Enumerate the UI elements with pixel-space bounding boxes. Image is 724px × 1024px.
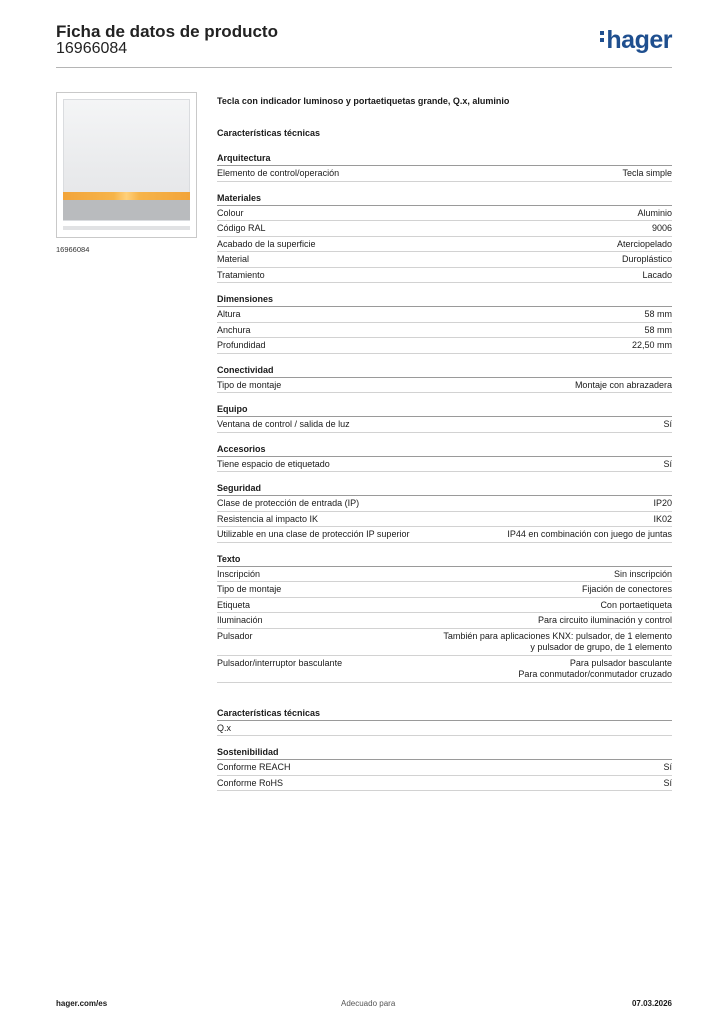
spec-group-title: Características técnicas xyxy=(217,708,672,721)
spec-value: Para circuito iluminación y control xyxy=(537,615,672,625)
spec-groups-secondary xyxy=(217,708,672,792)
spec-group xyxy=(217,747,672,791)
hager-logo xyxy=(600,26,672,55)
spec-value: Con portaetiqueta xyxy=(600,599,672,610)
spec-group-title: Texto xyxy=(217,554,672,567)
spec-row xyxy=(217,323,672,339)
switch-base xyxy=(63,226,190,230)
spec-value: 58 mm xyxy=(644,324,672,335)
spec-value: También para aplicaciones KNX: pulsador, de 1 elemento y pulsador de grupo, de 1 elemento xyxy=(443,630,672,652)
spec-label: Tipo de montaje xyxy=(217,379,282,390)
spec-label: Pulsador xyxy=(217,630,253,641)
spec-group xyxy=(217,483,672,543)
image-caption: 16966084 xyxy=(56,245,90,254)
label-holder xyxy=(63,200,190,220)
footer-website: hager.com/es xyxy=(56,999,108,1008)
spacer xyxy=(217,694,672,708)
spec-value: 9006 xyxy=(651,223,672,233)
spec-row xyxy=(217,613,672,629)
spec-group-title: Dimensiones xyxy=(217,294,672,307)
indicator-light-strip xyxy=(63,192,190,200)
footer-date: 07.03.2026 xyxy=(631,999,672,1008)
spec-row xyxy=(217,338,672,354)
spec-label: Tiene espacio de etiquetado xyxy=(217,458,330,469)
spec-row xyxy=(217,656,672,683)
spec-group xyxy=(217,404,672,433)
spec-label: Conforme REACH xyxy=(217,762,291,772)
spec-row xyxy=(217,237,672,253)
spec-label: Ventana de control / salida de luz xyxy=(217,419,350,429)
spec-group-title: Equipo xyxy=(217,404,672,417)
spec-value: Tecla simple xyxy=(622,168,672,178)
spec-group-title: Sostenibilidad xyxy=(217,747,672,760)
spec-content xyxy=(217,96,672,802)
spec-value: 58 mm xyxy=(644,309,672,319)
spec-value: Para pulsador basculante Para conmutador/conmutador cruzado xyxy=(518,657,672,679)
spec-label: Inscripción xyxy=(217,568,261,579)
spec-value: Aluminio xyxy=(637,207,672,218)
spec-group xyxy=(217,554,672,683)
spec-row xyxy=(217,166,672,182)
spec-label: Código RAL xyxy=(217,223,266,233)
spec-label: Tipo de montaje xyxy=(217,584,282,594)
spec-value: Sin inscripción xyxy=(613,568,672,579)
spec-label: Iluminación xyxy=(217,615,263,625)
product-number: 16966084 xyxy=(56,40,128,57)
spec-value: Aterciopelado xyxy=(616,238,672,249)
spec-row xyxy=(217,582,672,598)
logo-text: hager xyxy=(606,26,672,54)
spec-row xyxy=(217,527,672,543)
spec-label: Utilizable en una clase de protección IP superior xyxy=(217,529,410,539)
spec-value: Sí xyxy=(663,458,672,469)
spec-row xyxy=(217,378,672,394)
spec-row xyxy=(217,457,672,473)
spec-label: Acabado de la superficie xyxy=(217,238,316,249)
spec-value: Duroplástico xyxy=(621,254,672,264)
spec-label: Etiqueta xyxy=(217,599,251,610)
spec-row xyxy=(217,307,672,323)
page-title: Ficha de datos de producto xyxy=(56,22,278,41)
spec-group xyxy=(217,708,672,737)
spec-label: Tratamiento xyxy=(217,269,265,280)
spec-row xyxy=(217,721,672,737)
spec-row xyxy=(217,598,672,614)
spec-value: IP44 en combinación con juego de juntas xyxy=(507,529,672,539)
product-title: Tecla con indicador luminoso y portaetiquetas grande, Q.x, aluminio xyxy=(217,96,510,106)
spec-label: Profundidad xyxy=(217,340,266,350)
header-divider xyxy=(56,67,672,68)
spec-group-title: Seguridad xyxy=(217,483,672,496)
footer-center: Adecuado para xyxy=(341,999,396,1008)
logo-dots-icon xyxy=(600,28,604,45)
spec-value: IP20 xyxy=(653,498,672,508)
spec-label: Conforme RoHS xyxy=(217,777,284,788)
spec-value: Sí xyxy=(663,777,672,788)
spec-group-title: Materiales xyxy=(217,193,672,206)
spec-row xyxy=(217,776,672,792)
spec-group xyxy=(217,444,672,473)
spec-value: 22,50 mm xyxy=(631,340,672,350)
product-image xyxy=(56,92,197,238)
spec-label: Clase de protección de entrada (IP) xyxy=(217,498,360,508)
spec-label: Material xyxy=(217,254,250,264)
spec-row xyxy=(217,221,672,237)
spec-value: Montaje con abrazadera xyxy=(574,379,672,390)
spec-row xyxy=(217,417,672,433)
spec-label: Anchura xyxy=(217,324,251,335)
spec-row xyxy=(217,629,672,656)
spec-label: Resistencia al impacto IK xyxy=(217,513,319,524)
spec-row xyxy=(217,268,672,284)
spec-group-title: Accesorios xyxy=(217,444,672,457)
spec-groups xyxy=(217,153,672,683)
spec-group xyxy=(217,294,672,354)
spec-label: Q.x xyxy=(217,722,232,733)
spec-group-title: Arquitectura xyxy=(217,153,672,166)
spec-value: Lacado xyxy=(642,269,672,280)
spec-row xyxy=(217,496,672,512)
spec-group xyxy=(217,153,672,182)
spec-row xyxy=(217,252,672,268)
spec-row xyxy=(217,760,672,776)
spec-value: Fijación de conectores xyxy=(581,584,672,594)
spec-label: Elemento de control/operación xyxy=(217,168,340,178)
spec-row xyxy=(217,512,672,528)
spec-group xyxy=(217,365,672,394)
spec-group xyxy=(217,193,672,284)
spec-row xyxy=(217,567,672,583)
spec-label: Pulsador/interruptor basculante xyxy=(217,657,343,668)
spec-value: Sí xyxy=(663,762,672,772)
spec-value: Sí xyxy=(663,419,672,429)
spec-group-title: Conectividad xyxy=(217,365,672,378)
section-title: Características técnicas xyxy=(217,128,321,138)
spec-label: Altura xyxy=(217,309,241,319)
spec-value: IK02 xyxy=(653,513,672,524)
spec-row xyxy=(217,206,672,222)
spec-label: Colour xyxy=(217,207,244,218)
